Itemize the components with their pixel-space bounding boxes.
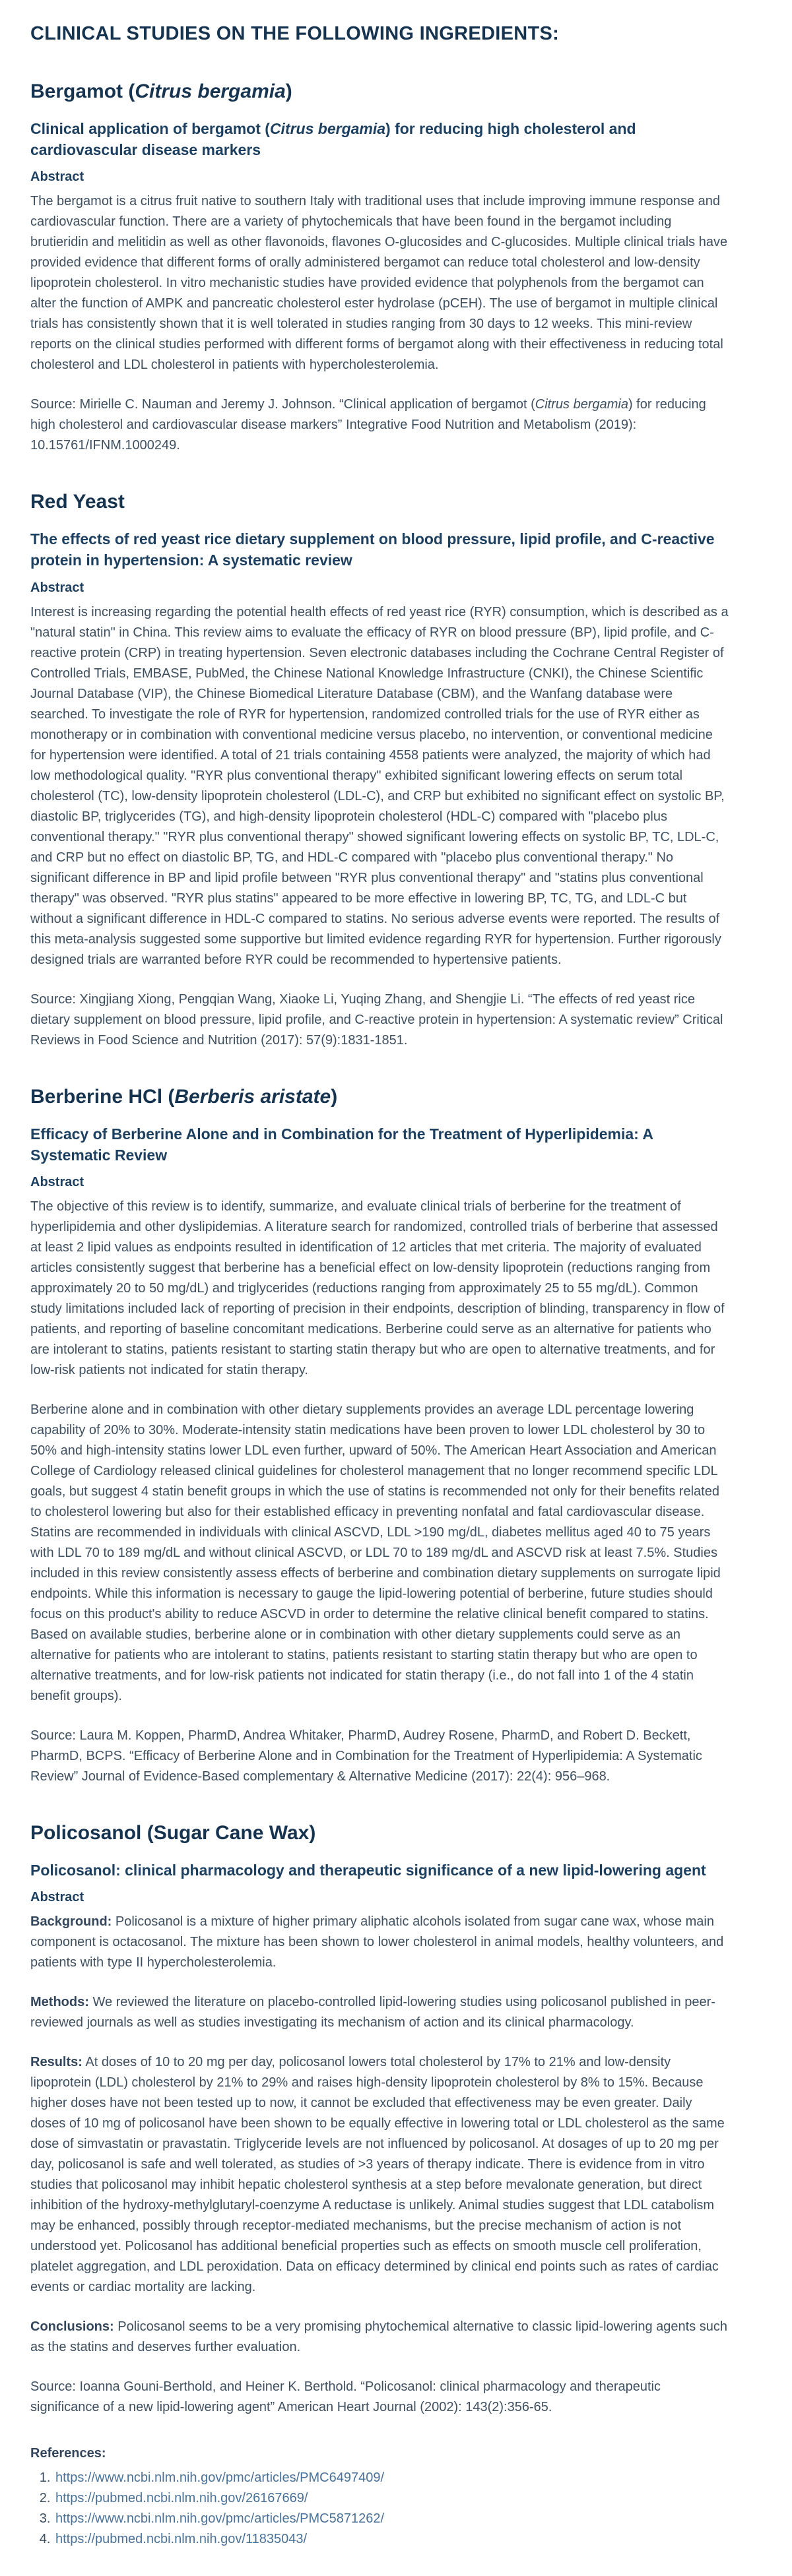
- abstract-paragraph-results: Results: At doses of 10 to 20 mg per day, policosanol lowers total cholesterol by 17% to 21% and low-density lipoprotein (LDL) cholesterol by 21% to 29% and raises high-density lipoprotein cholesterol by 8% to 15%. Because higher doses have not been tested up to now, it cannot be excluded that effectiveness may be even greater. Daily doses of 10 mg of policosanol have been shown to be equally effective in lowering total or LDL cholesterol as the same dose of simvastatin or pravastatin. Triglyceride levels are not influenced by policosanol. At dosages of up to 20 mg per day, policosanol is safe and well tolerated, as studies of >3 years of therapy indicate. There is evidence from in vitro studies that policosanol may inhibit hepatic cholesterol synthesis at a step before mevalonate generation, but direct inhibition of the hydroxy-methylglutaryl-coenzyme A reductase is unlikely. Animal studies suggest that LDL catabolism may be enhanced, possibly through receptor-mediated mechanisms, but the precise mechanism of action is not understood yet. Policosanol has additional beneficial properties such as effects on smooth muscle cell proliferation, platelet aggregation, and LDL peroxidation. Data on efficacy determined by clinical end points such as rates of cardiac events or cardiac mortality are lacking.: [30, 2055, 725, 2295]
- section-policosanol: [30, 1821, 730, 2418]
- source-citation: Source: Xingjiang Xiong, Pengqian Wang, Xiaoke Li, Yuqing Zhang, and Shengjie Li. “The effects of red yeast rice dietary supplement on blood pressure, lipid profile, and C-reactive protein in hypertension: A systematic review” Critical Reviews in Food Science and Nutrition (2017): 57(9):1831-1851.: [30, 991, 723, 1048]
- source-citation: Source: Laura M. Koppen, PharmD, Andrea Whitaker, PharmD, Audrey Rosene, PharmD, and Robert D. Beckett, PharmD, BCPS. “Efficacy of Berberine Alone and in Combination for the Treatment of Hyperlipidemia: A Systematic Review” Journal of Evidence-Based complementary & Alternative Medicine (2017): 22(4): 956–968.: [30, 1728, 702, 1784]
- reference-item: [54, 2509, 730, 2529]
- study-title: Policosanol: clinical pharmacology and therapeutic significance of a new lipid-lowering agent: [30, 1861, 706, 1879]
- study-title: Clinical application of bergamot (Citrus bergamia) for reducing high cholesterol and cardiovascular disease markers: [30, 119, 636, 158]
- reference-item: [54, 2488, 730, 2509]
- reference-link[interactable]: https://pubmed.ncbi.nlm.nih.gov/26167669/: [55, 2491, 308, 2506]
- study-title: The effects of red yeast rice dietary supplement on blood pressure, lipid profile, and C-reactive protein in hypertension: A systematic review: [30, 530, 715, 569]
- section-berberine: [30, 1085, 730, 1787]
- abstract-paragraph: The objective of this review is to identify, summarize, and evaluate clinical trials of berberine for the treatment of hyperlipidemia and other dyslipidemias. A literature search for randomized, controlled trials of berberine that assessed at least 2 lipid values as endpoints resulted in identification of 12 articles that met criteria. The majority of evaluated articles consistently suggest that berberine has a beneficial effect on low-density lipoprotein (reductions ranging from approximately 20 to 50 mg/dL) and triglycerides (reductions ranging from approximately 25 to 55 mg/dL). Common study limitations included lack of reporting of precision in their endpoints, description of blinding, transparency in flow of patients, and reporting of baseline concomitant medications. Berberine could serve as an alternative for patients who are intolerant to statins, patients resistant to starting statin therapy but who are open to alternative treatments, and for low-risk patients not indicated for statin therapy.: [30, 1199, 725, 1377]
- reference-item: [54, 2529, 730, 2550]
- source-citation: Source: Mirielle C. Nauman and Jeremy J. Johnson. “Clinical application of bergamot (Citrus bergamia) for reducing high cholesterol and cardiovascular disease markers” Integrative Food Nutrition and Metabolism (2019): 10.15761/IFNM.1000249.: [30, 397, 706, 453]
- abstract-paragraph: Berberine alone and in combination with other dietary supplements provides an average LDL percentage lowering capability of 20% to 30%. Moderate-intensity statin medications have been proven to lower LDL cholesterol by 30 to 50% and high-intensity statins lower LDL even further, upward of 50%. The American Heart Association and American College of Cardiology released clinical guidelines for cholesterol management that no longer recommend specific LDL goals, but suggest 4 statin benefit groups in which the use of statins is recommended not only for their benefits related to cholesterol lowering but also for their established efficacy in preventing nonfatal and fatal cardiovascular disease. Statins are recommended in individuals with clinical ASCVD, LDL >190 mg/dL, diabetes mellitus aged 40 to 75 years with LDL 70 to 189 mg/dL and without clinical ASCVD, or LDL 70 to 189 mg/dL and ASCVD risk at least 7.5%. Studies included in this review consistently assess effects of berberine and combination dietary supplements on surrogate lipid endpoints. While this information is necessary to gauge the lipid-lowering potential of berberine, future studies should focus on this product's ability to reduce ASCVD in order to determine the relative clinical benefit compared to statins. Based on available studies, berberine alone or in combination with other dietary supplements could serve as an alternative for patients who are intolerant to statins, patients resistant to starting statin therapy but who are open to alternative treatments, and for low-risk patients not indicated for statin therapy (i.e., do not fall into 1 of the 4 statin benefit groups).: [30, 1402, 721, 1703]
- page-title: CLINICAL STUDIES ON THE FOLLOWING INGREDIENTS:: [30, 23, 560, 44]
- abstract-paragraph-conclusions: Conclusions: Policosanol seems to be a very promising phytochemical alternative to classic lipid-lowering agents such as the statins and deserves further evaluation.: [30, 2319, 728, 2355]
- abstract-paragraph: The bergamot is a citrus fruit native to southern Italy with traditional uses that include improving immune response and cardiovascular function. There are a variety of phytochemicals that have been found in the bergamot including brutieridin and melitidin as well as other flavonoids, flavones O-glucosides and C-glucosides. Multiple clinical trials have provided evidence that different forms of orally administered bergamot can reduce total cholesterol and low-density lipoprotein cholesterol. In vitro mechanistic studies have provided evidence that polyphenols from the bergamot can alter the function of AMPK and pancreatic cholesterol ester hydrolase (pCEH). The use of bergamot in multiple clinical trials has consistently shown that it is well tolerated in studies ranging from 30 days to 12 weeks. This mini-review reports on the clinical studies performed with different forms of bergamot along with their effectiveness in reducing total cholesterol and LDL cholesterol in patients with hypercholesterolemia.: [30, 194, 728, 373]
- study-title: Efficacy of Berberine Alone and in Combination for the Treatment of Hyperlipidemia: A Systematic Review: [30, 1125, 653, 1164]
- abstract-label: Abstract: [30, 580, 84, 595]
- abstract-paragraph-methods: Methods: We reviewed the literature on placebo-controlled lipid-lowering studies using policosanol published in peer-reviewed journals as well as studies investigating its mechanism of action and its clinical pharmacology.: [30, 1995, 715, 2030]
- ingredient-heading-bergamot: Bergamot (Citrus bergamia): [30, 80, 292, 102]
- section-red-yeast: [30, 490, 730, 1050]
- abstract-label: Abstract: [30, 170, 84, 185]
- references-heading: References:: [30, 2446, 106, 2461]
- reference-link[interactable]: https://www.ncbi.nlm.nih.gov/pmc/articles/PMC6497409/: [55, 2470, 384, 2486]
- ingredient-heading-red-yeast: Red Yeast: [30, 491, 125, 513]
- ingredient-heading-berberine: Berberine HCl (Berberis aristate): [30, 1085, 338, 1108]
- reference-link[interactable]: https://www.ncbi.nlm.nih.gov/pmc/articles/PMC5871262/: [55, 2511, 384, 2527]
- source-citation: Source: Ioanna Gouni-Berthold, and Heiner K. Berthold. “Policosanol: clinical pharmacology and therapeutic significance of a new lipid-lowering agent” American Heart Journal (2002): 143(2):356-65.: [30, 2379, 661, 2415]
- reference-link[interactable]: https://pubmed.ncbi.nlm.nih.gov/11835043/: [55, 2532, 307, 2547]
- section-bergamot: [30, 80, 730, 456]
- abstract-label: Abstract: [30, 1174, 84, 1189]
- references: [30, 2444, 730, 2550]
- abstract-paragraph: Interest is increasing regarding the potential health effects of red yeast rice (RYR) consumption, which is described as a "natural statin" in China. This review aims to evaluate the efficacy of RYR on blood pressure (BP), lipid profile, and C-reactive protein (CRP) in treating hypertension. Seven electronic databases including the Cochrane Central Register of Controlled Trials, EMBASE, PubMed, the Chinese National Knowledge Infrastructure (CNKI), the Chinese Scientific Journal Database (VIP), the Chinese Biomedical Literature Database (CBM), and the Wanfang database were searched. To investigate the role of RYR for hypertension, randomized controlled trials for the use of RYR either as monotherapy or in combination with conventional medicine versus placebo, no intervention, or conventional medicine for hypertension were identified. A total of 21 trials containing 4558 patients were analyzed, the majority of which had low methodological quality. "RYR plus conventional therapy" exhibited significant lowering effects on serum total cholesterol (TC), low-density lipoprotein cholesterol (LDL-C), and CRP but exhibited no significant effect on systolic BP, diastolic BP, triglycerides (TG), and high-density lipoprotein cholesterol (HDL-C) compared with "placebo plus conventional therapy." "RYR plus conventional therapy" showed significant lowering effects on systolic BP, TC, LDL-C, and CRP but no effect on diastolic BP, TG, and HDL-C compared with "placebo plus conventional therapy." No significant difference in BP and lipid profile between "RYR plus conventional therapy" and "statins plus conventional therapy" was observed. "RYR plus statins" appeared to be more effective in lowering BP, TC, TG, and LDL-C but without a significant difference in HDL-C compared to statins. No serious adverse events were reported. The results of this meta-analysis suggested some supportive but limited evidence regarding RYR for hypertension. Further rigorously designed trials are warranted before RYR could be recommended to hypertensive patients.: [30, 604, 729, 967]
- ingredient-heading-policosanol: Policosanol (Sugar Cane Wax): [30, 1821, 316, 1844]
- references-list: [30, 2468, 730, 2550]
- abstract-label: Abstract: [30, 1890, 84, 1905]
- abstract-paragraph-background: Background: Policosanol is a mixture of higher primary aliphatic alcohols isolated from sugar cane wax, whose main component is octacosanol. The mixture has been shown to lower cholesterol in animal models, healthy volunteers, and patients with type II hypercholesterolemia.: [30, 1914, 724, 1970]
